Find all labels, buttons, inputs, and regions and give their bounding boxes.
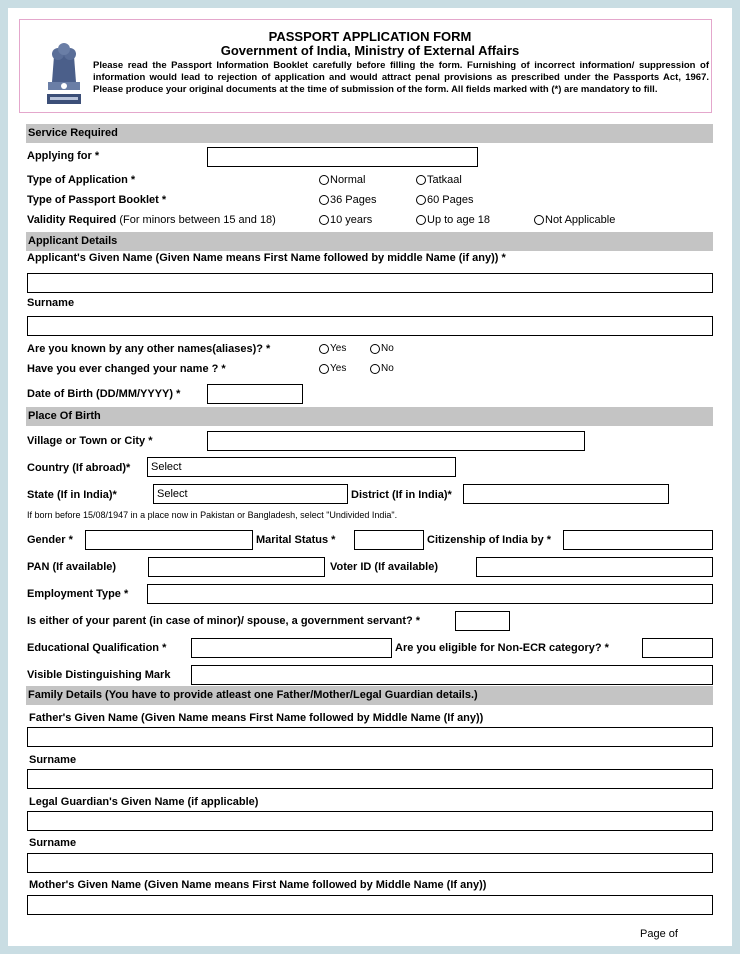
validity-note: (For minors between 15 and 18) [119, 214, 276, 226]
citizenship-label: Citizenship of India by * [427, 534, 552, 546]
section-family-details: Family Details (You have to provide atleast one Father/Mother/Legal Guardian details.) [26, 686, 713, 705]
gender-field[interactable] [85, 530, 253, 550]
radio-60-pages[interactable] [416, 194, 473, 206]
radio-changed-no[interactable] [370, 363, 394, 374]
mother-name-label: Mother's Given Name (Given Name means First Name followed by Middle Name (If any)) [29, 879, 487, 891]
district-label: District (If in India)* [351, 489, 452, 501]
radio-normal-label: Normal [330, 174, 366, 186]
radio-36-pages[interactable] [319, 194, 376, 206]
father-name-label: Father's Given Name (Given Name means First Name followed by Middle Name (If any)) [29, 712, 484, 724]
radio-10-years[interactable] [319, 214, 372, 226]
instructions-text: Please read the Passport Information Booklet carefully before filling the form. Furnishing of incorrect information/ suppression of information would lead to rejection of application and would attract penal provisions as prescribed under the Passports Act, 1967. Please produce your original documents at the time of submission of the form. All fields marked with (*) are mandatory to fill. [93, 60, 709, 95]
district-field[interactable] [463, 484, 669, 504]
father-name-field[interactable] [27, 727, 713, 747]
village-field[interactable] [207, 431, 585, 451]
pan-label: PAN (If available) [27, 561, 117, 573]
form-subtitle: Government of India, Ministry of External Affairs [220, 43, 520, 58]
guardian-surname-label: Surname [29, 837, 77, 849]
given-name-label: Applicant's Given Name (Given Name means First Name followed by middle Name (if any)) * [27, 252, 506, 264]
employment-label: Employment Type * [27, 588, 129, 600]
aliases-label: Are you known by any other names(aliases)? * [27, 343, 271, 355]
gender-label: Gender * [27, 534, 73, 546]
father-surname-field[interactable] [27, 769, 713, 789]
radio-10-years-label: 10 years [330, 214, 373, 226]
education-label: Educational Qualification * [27, 642, 167, 654]
radio-up-to-18[interactable] [416, 214, 490, 226]
undivided-india-note: If born before 15/08/1947 in a place now in Pakistan or Bangladesh, select "Undivided India". [27, 510, 398, 520]
mother-name-field[interactable] [27, 895, 713, 915]
changed-name-label: Have you ever changed your name ? * [27, 363, 226, 375]
non-ecr-field[interactable] [642, 638, 713, 658]
radio-circle-icon [534, 215, 544, 225]
radio-tatkaal-label: Tatkaal [427, 174, 462, 186]
education-field[interactable] [191, 638, 392, 658]
validity-label-text: Validity Required [27, 214, 117, 226]
country-select[interactable]: Select [147, 457, 456, 477]
non-ecr-label: Are you eligible for Non-ECR category? * [395, 642, 609, 654]
applying-for-field[interactable] [207, 147, 478, 167]
booklet-type-label: Type of Passport Booklet * [27, 194, 167, 206]
radio-tatkaal[interactable] [416, 174, 462, 186]
validity-label [27, 214, 276, 226]
radio-60-label: 60 Pages [427, 194, 474, 206]
state-label: State (If in India)* [27, 489, 117, 501]
radio-yes-label: Yes [330, 343, 347, 354]
given-name-field[interactable] [27, 273, 713, 293]
village-label: Village or Town or City * [27, 435, 153, 447]
guardian-name-label: Legal Guardian's Given Name (if applicable) [29, 796, 259, 808]
guardian-surname-field[interactable] [27, 853, 713, 873]
surname-field[interactable] [27, 316, 713, 336]
radio-not-applicable-label: Not Applicable [545, 214, 616, 226]
govt-servant-field[interactable] [455, 611, 510, 631]
surname-label: Surname [27, 297, 75, 309]
pan-field[interactable] [148, 557, 325, 577]
marital-status-label: Marital Status * [256, 534, 336, 546]
marital-status-field[interactable] [354, 530, 424, 550]
radio-up-to-18-label: Up to age 18 [427, 214, 490, 226]
voter-id-field[interactable] [476, 557, 713, 577]
radio-circle-icon [319, 195, 329, 205]
radio-yes-label: Yes [330, 363, 347, 374]
radio-circle-icon [319, 175, 329, 185]
section-applicant-details: Applicant Details [26, 232, 713, 251]
radio-36-label: 36 Pages [330, 194, 377, 206]
dob-field[interactable] [207, 384, 303, 404]
voter-id-label: Voter ID (If available) [330, 561, 438, 573]
state-select[interactable]: Select [153, 484, 348, 504]
page-number: Page of [640, 928, 678, 940]
radio-circle-icon [370, 344, 380, 354]
section-service-required: Service Required [26, 124, 713, 143]
dob-label: Date of Birth (DD/MM/YYYY) * [27, 388, 181, 400]
radio-circle-icon [319, 344, 329, 354]
distinguishing-mark-label: Visible Distinguishing Mark [27, 669, 171, 681]
applying-for-label: Applying for * [27, 150, 100, 162]
radio-no-label: No [381, 363, 394, 374]
country-label: Country (If abroad)* [27, 462, 131, 474]
radio-no-label: No [381, 343, 394, 354]
type-of-application-label: Type of Application * [27, 174, 136, 186]
radio-changed-yes[interactable] [319, 363, 346, 374]
radio-circle-icon [416, 175, 426, 185]
section-place-of-birth: Place Of Birth [26, 407, 713, 426]
radio-circle-icon [319, 215, 329, 225]
father-surname-label: Surname [29, 754, 77, 766]
form-title: PASSPORT APPLICATION FORM [268, 29, 472, 44]
radio-circle-icon [319, 364, 329, 374]
radio-aliases-no[interactable] [370, 343, 394, 354]
radio-circle-icon [416, 195, 426, 205]
guardian-name-field[interactable] [27, 811, 713, 831]
radio-aliases-yes[interactable] [319, 343, 346, 354]
radio-circle-icon [416, 215, 426, 225]
distinguishing-mark-field[interactable] [191, 665, 713, 685]
radio-circle-icon [370, 364, 380, 374]
employment-field[interactable] [147, 584, 713, 604]
citizenship-field[interactable] [563, 530, 713, 550]
radio-normal[interactable] [319, 174, 365, 186]
radio-not-applicable[interactable] [534, 214, 615, 226]
govt-servant-label: Is either of your parent (in case of minor)/ spouse, a government servant? * [27, 615, 421, 627]
